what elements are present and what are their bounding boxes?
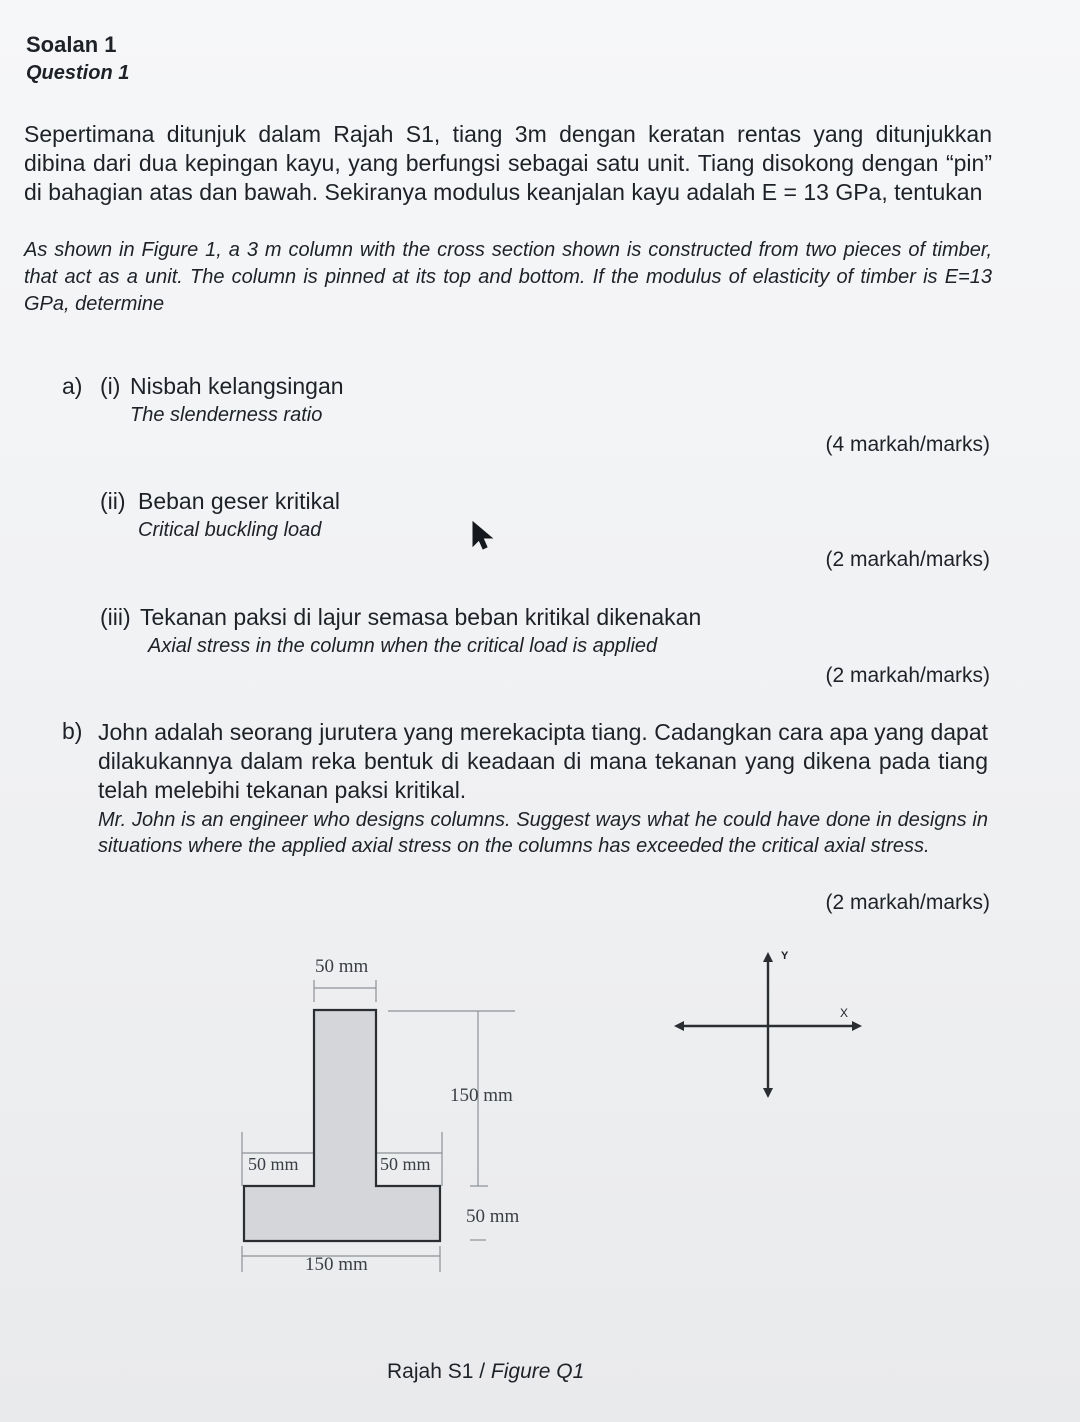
part-a-i-text-en: The slenderness ratio: [130, 404, 323, 426]
part-b-marks: (2 markah/marks): [825, 891, 990, 914]
axis-x-label: X: [840, 1006, 849, 1020]
xy-axes-diagram: [672, 950, 864, 1102]
part-a-ii-text-en: Critical buckling load: [138, 519, 322, 541]
intro-text-ms: Sepertimana ditunjuk dalam Rajah S1, tiang 3m dengan keratan rentas yang ditunjukkan dibina dari dua kepingan kayu, yang berfungsi sebagai satu unit. Tiang disokong dengan “pin” di bahagian atas dan bawah. Sekiranya modulus keanjalan kayu adalah E = 13 GPa, tentukan: [24, 121, 992, 205]
dim-top-width: 50 mm: [315, 956, 369, 977]
figure-caption: [387, 1360, 584, 1384]
figure-caption-ms: Rajah S1: [387, 1360, 474, 1383]
dim-left-overhang: 50 mm: [248, 1154, 299, 1174]
question-title-en: Question 1: [26, 62, 130, 84]
part-b-text-en: Mr. John is an engineer who designs columns. Suggest ways what he could have done in designs in situations where the applied axial stress on the columns has exceeded the critical axial stress.: [98, 809, 988, 857]
figure-caption-separator: /: [479, 1360, 486, 1383]
part-a-i-text-ms: Nisbah kelangsingan: [130, 373, 344, 399]
part-a-i-marks: (4 markah/marks): [825, 433, 990, 456]
part-a-ii-text-ms: Beban geser kritikal: [138, 488, 340, 514]
mouse-pointer-icon: [471, 520, 497, 552]
part-b-text-ms: John adalah seorang jurutera yang merekacipta tiang. Cadangkan cara apa yang dapat dilakukannya dalam reka bentuk di keadaan di mana tekanan yang dikena pada tiang telah melebihi tekanan paksi kritikal.: [98, 719, 988, 803]
part-a-ii-marks: (2 markah/marks): [825, 548, 990, 571]
dim-right-overhang: 50 mm: [380, 1154, 431, 1174]
part-a-i-number: (i): [100, 373, 121, 399]
part-a-iii-text-en: Axial stress in the column when the critical load is applied: [148, 635, 658, 657]
part-a-iii-text-ms: Tekanan paksi di lajur semasa beban kritikal dikenakan: [140, 604, 702, 630]
part-a-label: a): [62, 373, 83, 399]
question-title: Soalan 1: [26, 32, 117, 57]
dim-flange-height: 50 mm: [466, 1206, 520, 1227]
figure-caption-en: Figure Q1: [490, 1360, 585, 1383]
cross-section-figure: [230, 950, 550, 1290]
part-a-iii-number: (iii): [100, 604, 131, 630]
part-b-label: b): [62, 718, 83, 744]
t-section-shape: [244, 1010, 440, 1241]
dim-base-width: 150 mm: [305, 1254, 368, 1275]
dim-web-height: 150 mm: [450, 1085, 513, 1106]
part-a-ii-number: (ii): [100, 488, 126, 514]
intro-text-en: As shown in Figure 1, a 3 m column with the cross section shown is constructed from two pieces of timber, that act as a unit. The column is pinned at its top and bottom. If the modulus of elasticity of timber is E=13 GPa, determine: [24, 239, 992, 315]
part-a-iii-marks: (2 markah/marks): [825, 664, 990, 687]
axis-y-label: Y: [781, 950, 789, 962]
